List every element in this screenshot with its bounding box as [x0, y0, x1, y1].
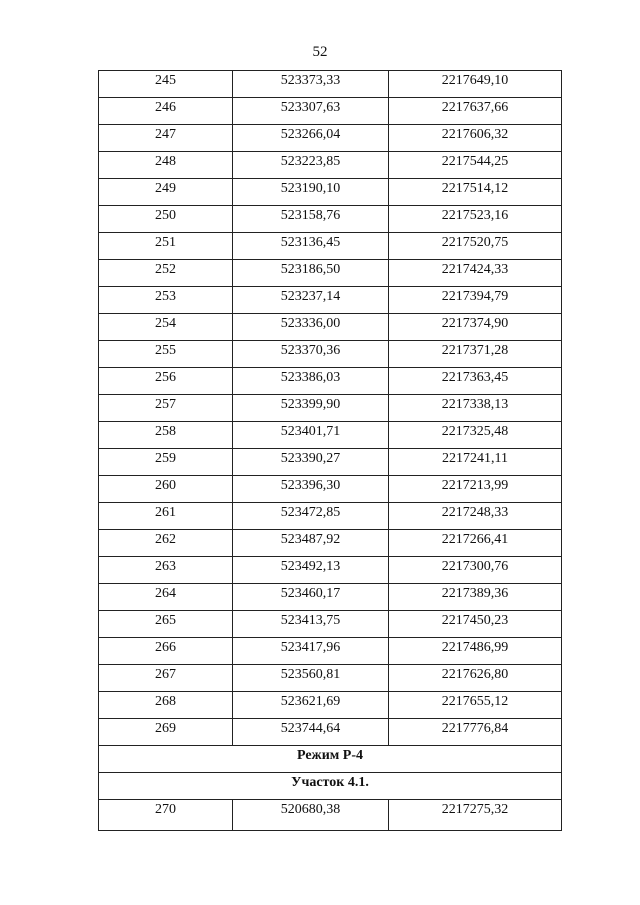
point-number-cell: 251 — [99, 233, 233, 260]
x-coordinate-cell: 523237,14 — [233, 287, 389, 314]
y-coordinate-cell: 2217520,75 — [389, 233, 562, 260]
table-row — [99, 449, 562, 476]
x-coordinate-cell: 523744,64 — [233, 719, 389, 746]
point-number-cell: 268 — [99, 692, 233, 719]
point-number-cell: 257 — [99, 395, 233, 422]
x-coordinate-cell: 523621,69 — [233, 692, 389, 719]
x-coordinate-cell: 523223,85 — [233, 152, 389, 179]
x-coordinate-cell: 523460,17 — [233, 584, 389, 611]
x-coordinate-cell: 523417,96 — [233, 638, 389, 665]
x-coordinate-cell: 523186,50 — [233, 260, 389, 287]
y-coordinate-cell: 2217374,90 — [389, 314, 562, 341]
point-number-cell: 255 — [99, 341, 233, 368]
point-number-cell: 253 — [99, 287, 233, 314]
x-coordinate-cell: 520680,38 — [233, 800, 389, 831]
table-row — [99, 368, 562, 395]
table-row — [99, 719, 562, 746]
table-row — [99, 638, 562, 665]
point-number-cell: 256 — [99, 368, 233, 395]
table-row — [99, 260, 562, 287]
table-row — [99, 611, 562, 638]
coordinates-table-body-after — [99, 800, 562, 831]
table-row — [99, 557, 562, 584]
point-number-cell: 266 — [99, 638, 233, 665]
table-row — [99, 584, 562, 611]
y-coordinate-cell: 2217371,28 — [389, 341, 562, 368]
point-number-cell: 261 — [99, 503, 233, 530]
y-coordinate-cell: 2217626,80 — [389, 665, 562, 692]
y-coordinate-cell: 2217523,16 — [389, 206, 562, 233]
point-number-cell: 248 — [99, 152, 233, 179]
point-number-cell: 247 — [99, 125, 233, 152]
point-number-cell: 259 — [99, 449, 233, 476]
x-coordinate-cell: 523158,76 — [233, 206, 389, 233]
page-number: 52 — [312, 44, 328, 60]
point-number-cell: 262 — [99, 530, 233, 557]
y-coordinate-cell: 2217325,48 — [389, 422, 562, 449]
y-coordinate-cell: 2217300,76 — [389, 557, 562, 584]
y-coordinate-cell: 2217606,32 — [389, 125, 562, 152]
point-number-cell: 249 — [99, 179, 233, 206]
y-coordinate-cell: 2217655,12 — [389, 692, 562, 719]
table-row — [99, 98, 562, 125]
y-coordinate-cell: 2217241,11 — [389, 449, 562, 476]
plot-heading: Участок 4.1. — [99, 773, 562, 800]
table-row — [99, 530, 562, 557]
table-row — [99, 314, 562, 341]
x-coordinate-cell: 523413,75 — [233, 611, 389, 638]
table-row — [99, 152, 562, 179]
y-coordinate-cell: 2217450,23 — [389, 611, 562, 638]
y-coordinate-cell: 2217776,84 — [389, 719, 562, 746]
plot-row — [99, 773, 562, 800]
point-number-cell: 258 — [99, 422, 233, 449]
table-row — [99, 179, 562, 206]
y-coordinate-cell: 2217266,41 — [389, 530, 562, 557]
point-number-cell: 270 — [99, 800, 233, 831]
table-row — [99, 422, 562, 449]
x-coordinate-cell: 523136,45 — [233, 233, 389, 260]
x-coordinate-cell: 523560,81 — [233, 665, 389, 692]
y-coordinate-cell: 2217363,45 — [389, 368, 562, 395]
x-coordinate-cell: 523396,30 — [233, 476, 389, 503]
y-coordinate-cell: 2217275,32 — [389, 800, 562, 831]
x-coordinate-cell: 523370,36 — [233, 341, 389, 368]
point-number-cell: 245 — [99, 71, 233, 98]
table-row — [99, 125, 562, 152]
point-number-cell: 265 — [99, 611, 233, 638]
point-number-cell: 264 — [99, 584, 233, 611]
table-row — [99, 665, 562, 692]
point-number-cell: 267 — [99, 665, 233, 692]
table-row — [99, 341, 562, 368]
x-coordinate-cell: 523401,71 — [233, 422, 389, 449]
point-number-cell: 246 — [99, 98, 233, 125]
x-coordinate-cell: 523386,03 — [233, 368, 389, 395]
y-coordinate-cell: 2217338,13 — [389, 395, 562, 422]
table-row — [99, 395, 562, 422]
table-row — [99, 233, 562, 260]
x-coordinate-cell: 523307,63 — [233, 98, 389, 125]
y-coordinate-cell: 2217213,99 — [389, 476, 562, 503]
x-coordinate-cell: 523390,27 — [233, 449, 389, 476]
y-coordinate-cell: 2217389,36 — [389, 584, 562, 611]
section-headers — [99, 746, 562, 800]
x-coordinate-cell: 523373,33 — [233, 71, 389, 98]
y-coordinate-cell: 2217514,12 — [389, 179, 562, 206]
y-coordinate-cell: 2217424,33 — [389, 260, 562, 287]
table-row — [99, 503, 562, 530]
coordinates-table — [98, 70, 562, 831]
table-row — [99, 800, 562, 831]
x-coordinate-cell: 523266,04 — [233, 125, 389, 152]
regime-heading: Режим Р-4 — [99, 746, 562, 773]
x-coordinate-cell: 523336,00 — [233, 314, 389, 341]
point-number-cell: 269 — [99, 719, 233, 746]
y-coordinate-cell: 2217637,66 — [389, 98, 562, 125]
table-row — [99, 287, 562, 314]
table-row — [99, 206, 562, 233]
point-number-cell: 254 — [99, 314, 233, 341]
coordinates-table-body — [99, 71, 562, 746]
point-number-cell: 250 — [99, 206, 233, 233]
x-coordinate-cell: 523190,10 — [233, 179, 389, 206]
x-coordinate-cell: 523399,90 — [233, 395, 389, 422]
table-row — [99, 692, 562, 719]
y-coordinate-cell: 2217394,79 — [389, 287, 562, 314]
point-number-cell: 263 — [99, 557, 233, 584]
y-coordinate-cell: 2217486,99 — [389, 638, 562, 665]
y-coordinate-cell: 2217544,25 — [389, 152, 562, 179]
y-coordinate-cell: 2217649,10 — [389, 71, 562, 98]
x-coordinate-cell: 523472,85 — [233, 503, 389, 530]
regime-row — [99, 746, 562, 773]
x-coordinate-cell: 523487,92 — [233, 530, 389, 557]
y-coordinate-cell: 2217248,33 — [389, 503, 562, 530]
point-number-cell: 252 — [99, 260, 233, 287]
point-number-cell: 260 — [99, 476, 233, 503]
table-row — [99, 71, 562, 98]
x-coordinate-cell: 523492,13 — [233, 557, 389, 584]
table-row — [99, 476, 562, 503]
